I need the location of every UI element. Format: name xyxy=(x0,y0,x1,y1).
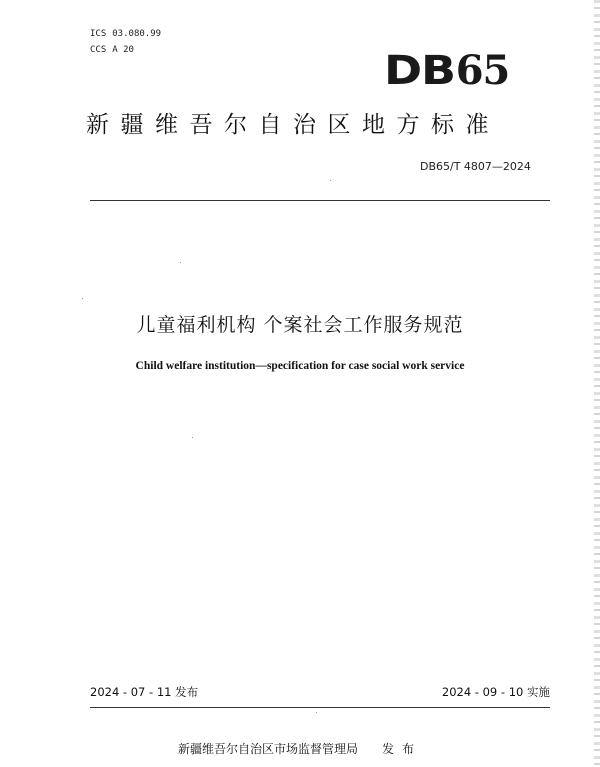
logo-prefix: DB xyxy=(384,48,455,94)
scan-speck xyxy=(192,437,193,438)
top-divider xyxy=(90,200,550,201)
ics-code-line xyxy=(90,26,161,42)
scan-speck xyxy=(180,262,181,263)
issuer-verb: 发布 xyxy=(382,742,423,756)
scan-speck xyxy=(82,298,83,299)
implementation-date: 2024 - 09 - 10 实施 xyxy=(441,685,550,699)
standard-number: DB65/T 4807—2024 xyxy=(420,160,531,173)
issue-date: 2024 - 07 - 11 发布 xyxy=(90,685,199,699)
ccs-code-line xyxy=(90,42,161,58)
classification-codes xyxy=(90,26,161,58)
db65-logo xyxy=(384,46,514,96)
scan-speck xyxy=(330,180,331,181)
standard-level-heading: 新疆维吾尔自治区地方标准 xyxy=(86,112,500,138)
scan-speck xyxy=(316,712,317,713)
title-chinese: 儿童福利机构 个案社会工作服务规范 xyxy=(136,314,464,336)
issuing-authority xyxy=(0,740,600,757)
issuer-name: 新疆维吾尔自治区市场监督管理局 xyxy=(177,742,358,756)
scan-edge-decoration xyxy=(594,0,600,767)
ics-code: 03.080.99 xyxy=(112,29,162,39)
bottom-divider xyxy=(90,707,550,708)
ccs-label: CCS xyxy=(90,45,107,55)
ics-label: ICS xyxy=(90,29,107,39)
title-english: Child welfare institution—specification for case social work service xyxy=(135,360,465,372)
logo-number: 65 xyxy=(455,47,510,94)
ccs-code: A 20 xyxy=(112,45,134,55)
